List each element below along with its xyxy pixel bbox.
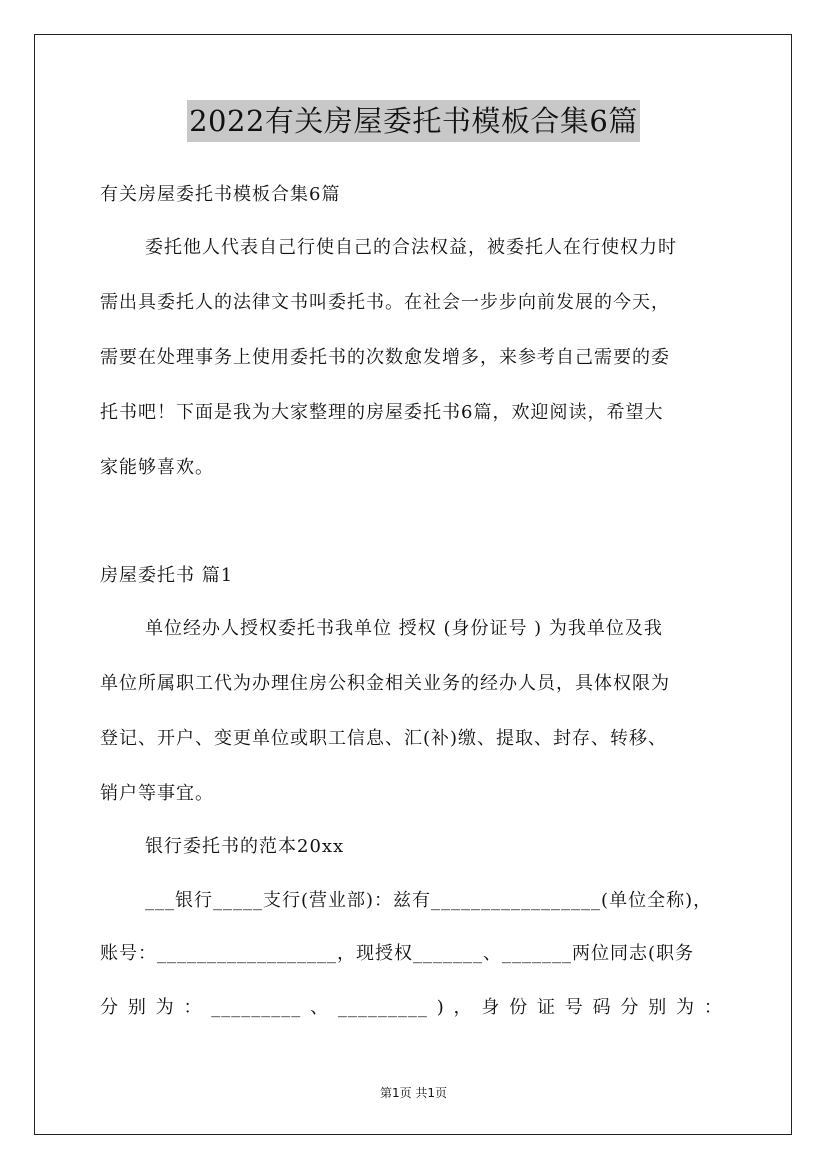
bank-line-3-part: ) [436, 997, 445, 1018]
bank-line-1: ___银行_____支行(营业部)：兹有_________________(单位全称)， [145, 890, 713, 911]
bank-line-3-part: 份 [509, 997, 529, 1018]
bank-line-3-part: 别 [648, 997, 668, 1018]
bank-line-3-part: ： [183, 997, 203, 1018]
document-subtitle: 有关房屋委托书模板合集6篇 [100, 184, 341, 205]
section1-line-3: 登记、开户、变更单位或职工信息、汇(补)缴、提取、封存、转移、 [100, 728, 668, 749]
intro-line-2: 需出具委托人的法律文书叫委托书。在社会一步步向前发展的今天， [100, 292, 670, 313]
intro-line-3: 需要在处理事务上使用委托书的次数愈发增多，来参考自己需要的委 [100, 347, 670, 368]
intro-line-5: 家能够喜欢。 [100, 457, 214, 478]
bank-line-3-part: _________ [211, 997, 302, 1018]
bank-line-3-part: 证 [536, 997, 556, 1018]
bank-line-3-part: 分 [620, 997, 640, 1018]
bank-line-3-part: ， [453, 997, 473, 1018]
intro-line-4: 托书吧！下面是我为大家整理的房屋委托书6篇，欢迎阅读，希望大 [100, 402, 664, 423]
document-title: 2022有关房屋委托书模板合集6篇 [187, 100, 640, 142]
bank-line-3-part: 号 [564, 997, 584, 1018]
bank-line-3-part: ： [703, 997, 723, 1018]
bank-line-3-part: 为 [155, 997, 175, 1018]
bank-line-3-part: _________ [337, 997, 428, 1018]
bank-line-3-part: 为 [676, 997, 696, 1018]
bank-heading: 银行委托书的范本20xx [145, 836, 345, 857]
bank-line-2: 账号：__________________，现授权_______、_______两位同志(职务 [100, 943, 695, 964]
bank-line-3-part: 码 [592, 997, 612, 1018]
bank-line-3-part: 分 [100, 997, 119, 1018]
section1-line-4: 销户等事宜。 [100, 783, 214, 804]
section1-line-1: 单位经办人授权委托书我单位 授权 (身份证号 ) 为我单位及我 [145, 618, 663, 639]
page-footer: 第1页 共1页 [379, 1086, 448, 1100]
bank-line-3-part: 别 [127, 997, 147, 1018]
title-container [0, 100, 827, 142]
bank-line-3-part: 、 [310, 997, 330, 1018]
section1-line-2: 单位所属职工代为办理住房公积金相关业务的经办人员，具体权限为 [100, 673, 670, 694]
intro-line-1: 委托他人代表自己行使自己的合法权益，被委托人在行使权力时 [145, 237, 677, 258]
bank-line-3 [100, 995, 723, 1021]
section1-heading: 房屋委托书 篇1 [100, 565, 234, 586]
bank-line-3-part: 身 [481, 997, 501, 1018]
